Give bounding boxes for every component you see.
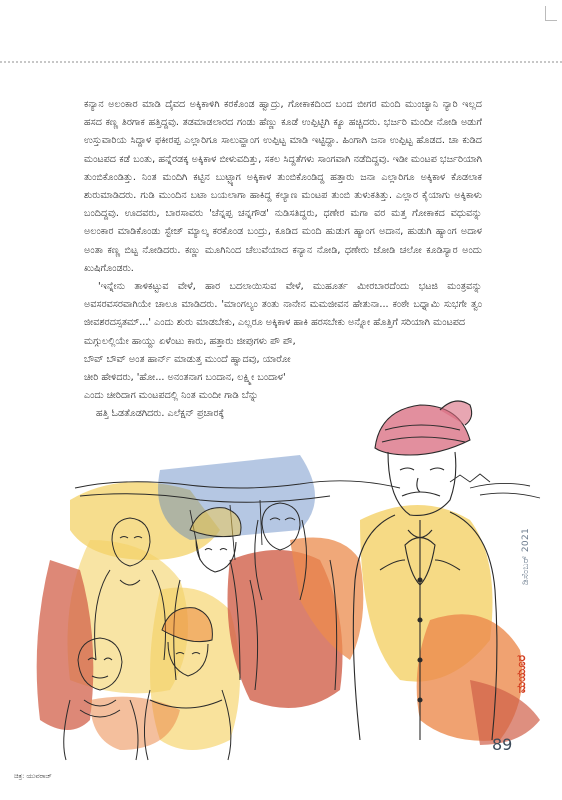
- issue-date-label: ಡಿಸೆಂಬರ್ 2021: [521, 528, 531, 586]
- illustration-credit: ಚಿತ್ರ: ಯುವರಾಜ್: [14, 772, 52, 780]
- article-line-7: ಹತ್ತಿ ಓಡತೊಡಗಿದರು. ಎಲೆಕ್ಷನ್ ಪ್ರಚಾರಕ್ಕೆ: [96, 408, 225, 420]
- article-paragraph-1: ಕನ್ಯಾನ ಅಲಂಕಾರ ಮಾಡಿ ದೈವದ ಅಕ್ಕಿಕಾಳಿಗಿ ಕರಕೊಂಡ ಹ್ವಾದ್ರು, ಗೋಕಾಕದಿಂದ ಬಂದ ಬೀಗರ ಮಂದಿ ಮುಂಚ್ಯಾನಿ ನ್ಯಾರಿ ಇಲ್ಲದ ಹಸದ ಕಣ್ಣ ತಿರಗಾಕ ಹತ್ತಿದ್ದವು. ತಡಮಾಡಲಾರದ ಗಂಡು ಹೆಣ್ಣು ಕೂಡೆ ಉಪ್ಪಿಟ್ಟಿಗಿ ಕ್ಯೂ ಹಚ್ಚಿದರು. ಭರ್ಜರಿ ಮಂದೀ ನೋಡಿ ಅಡುಗೆ ಉಸ್ತುವಾರಿಯ ಸಿದ್ದಾಳ ಫಕೀರಪ್ಪ ಎಲ್ಲಾರಿಗೂ ಸಾಲುವ್ಹಾಂಗ ಉಪ್ಪಿಟ್ಟ ಮಾಡಿ ಇಟ್ಟಿದ್ದಾ. ಹಿಂಗಾಗಿ ಜನಾ ಉಪ್ಪಿಟ್ಟ ಹೊಡದ. ಚಾ ಕುಡಿದ ಮಂಟಪದ ಕಡೆ ಬಂತು, ಹನ್ನೆರಡಕ್ಕ ಅಕ್ಕಿಕಾಳ ಬೀಳುವದಿತ್ತು, ಸಕಲ ಸಿದ್ದತೆಗಳು ಸಾಂಗವಾಗಿ ನಡೆದಿದ್ದವು. ಇಡೀ ಮಂಟಪ ಭರ್ಜರಿಯಾಗಿ ತುಂಬಿಕೊಂಡಿತ್ತು. ನಿಂತ ಮಂದಿಗಿ ಕಟ್ಟಿನ ಬುಟ್ಟ್ಯಾಗ ಅಕ್ಕಿಕಾಳ ತುಂಬಿಕೊಂಡಿದ್ದ ಹತ್ತಾರು ಜನಾ ಎಲ್ಲಾರಿಗೂ ಅಕ್ಕಿಕಾಳ ಕೊಡಲಾಕ ಶುರುಮಾಡಿದರು. ಗುಡಿ ಮುಂದಿನ ಬಟಾ ಬಯಲಾಗಾ ಹಾಕಿದ್ದ ಕಲ್ಯಾಣ ಮಂಟಪ ತುಂಬಿ ತುಳುಕತಿತ್ತು. ಎಲ್ಲಾರ ಕೈಯಾಗು ಅಕ್ಕಿಕಾಳು ಬಂದಿದ್ದವು. ಊದವರು, ಬಾರಸಾವರು 'ಚೆನ್ನಪ್ಪ ಚನ್ನಗೌಡ' ನುಡಿಸತಿದ್ದರು, ಧಣೇರ ಮಗಾ ವರ ಮತ್ತ ಗೋಕಾಕದ ವಧುವನ್ನು ಅಲಂಕಾರ ಮಾಡಿಕೊಂಡು ಸ್ಟೇಜ್ ಮ್ಯಾಲ್ಕ ಕರಕೊಂಡ ಬಂದ್ರು, ಕೂಡಿದ ಮಂದಿ ಹುಡುಗ ಹ್ಯಾಂಗ ಅದಾನ, ಹುಡುಗಿ ಹ್ಯಾಂಗ ಅದಾಳ ಅಂತಾ ಕಣ್ಣ ಬಿಟ್ಟ ನೋಡಿದರು. ಕಣ್ಣು ಮೂಗಿನಿಂದ ಚೆಲುವೆಯಾದ ಕನ್ಯಾನ ನೋಡಿ, ಧಣೇರು ಜೋಡಿ ಚಲೋ ಕೂಡಿಸ್ಯಾರ ಅಂದು ಖುಷಿಗೊಂಡರು.: [84, 99, 482, 274]
- article-line-6: ಎಂದು ಚೀರಿದಾಗ ಮಂಟಪದಲ್ಲಿ ನಿಂತ ಮಂದೀ ಗಾಡಿ ಬೆನ್ನು: [84, 390, 259, 402]
- article-paragraph-2: 'ಇನ್ನೇನು ತಾಳಿಕಟ್ಟುವ ವೇಳೆ, ಹಾರ ಬದಲಾಯಿಸುವ ವೇಳೆ, ಮುಹೂರ್ತ ಮೀರಬಾರದೆಂದು ಭಟಜಿ ಮಂತ್ರವನ್ನು ಅವಸರವಸರವಾಗಿಯೇ ಚಾಲೂ ಮಾಡಿದರು. 'ಮಾಂಗಲ್ಯಂ ತಂತು ನಾನೇನ ಮಮಜೀವನ ಹೇತುನಾ... ಕಂಠೇ ಬಧ್ನಾಮಿ ಸುಭಗೇ ತ್ವಂ ಜೀವಶರದಸ್ಸತಮ್...' ಎಂದು ಶುರು ಮಾಡಬೇಕು, ಎಲ್ಲರೂ ಅಕ್ಕಿಕಾಳ ಹಾಕಿ ಹರಸಬೇಕು ಅನ್ನೋ ಹೊತ್ತಿಗೆ ಸರಿಯಾಗಿ ಮಂಟಪದ: [84, 281, 482, 329]
- page-number: 89: [492, 735, 513, 754]
- magazine-brand-label: ಮಯೂರ: [514, 655, 528, 694]
- article-line-4: ಬೌವ್ ಬೌವ್ ಅಂತ ಹಾರ್ನ್ ಮಾಡುತ್ತ ಮುಂದೆ ಹ್ವಾದವು, ಯಾರೋ: [84, 353, 291, 365]
- article-line-5: ಚೀರಿ ಹೇಳಿದರು, 'ಹೋ... ಅನಂತನಾಗ ಬಂದಾನ, ಲಕ್ಷ್ಮೀ ಬಂದಾಳ': [84, 372, 286, 384]
- article-line-3: ಮಗ್ಗುಲಲ್ಲಿಯೇ ಹಾಯ್ದು ಏಳೆಂಟು ಕಾರು, ಹತ್ತಾರು ಜೀಪುಗಳು ಪೌ ಪೌ,: [84, 335, 296, 347]
- article-body: [84, 96, 482, 424]
